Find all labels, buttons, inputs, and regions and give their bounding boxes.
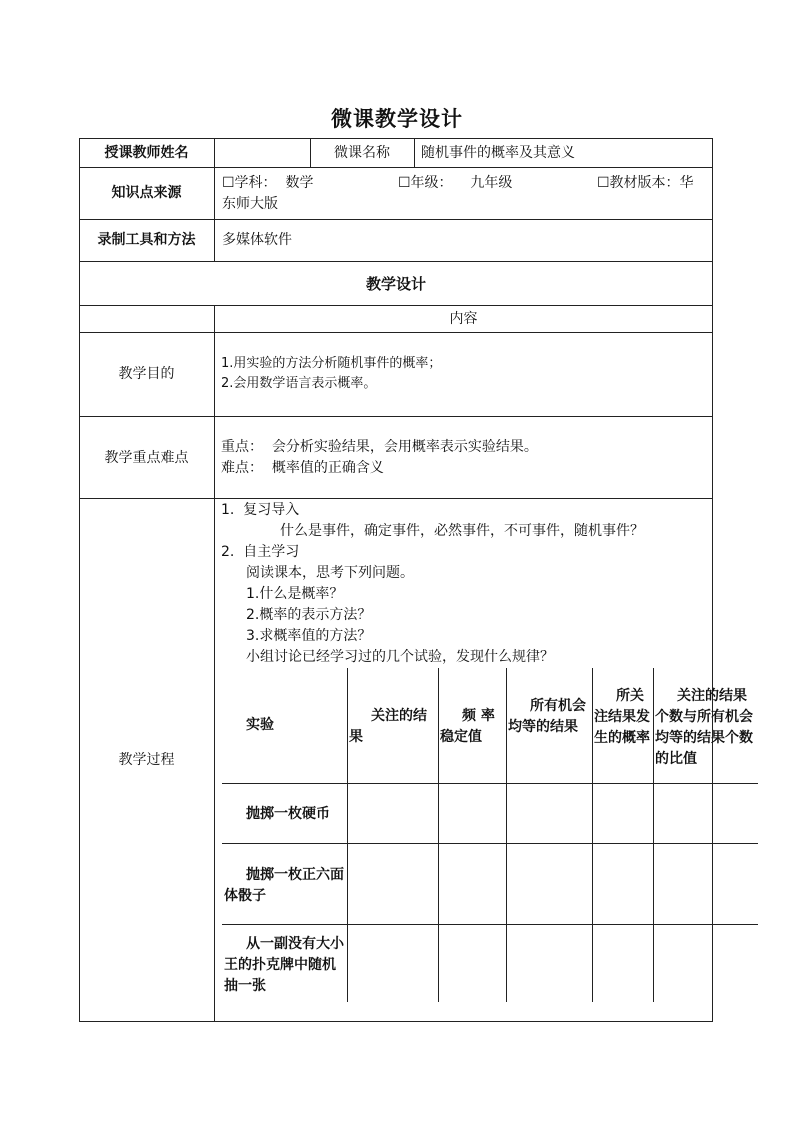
header-probability-of-result: 所关注结果发生的概率: [594, 688, 650, 746]
header-equally-likely-outcomes: 所有机会均等的结果: [508, 698, 586, 735]
experiment-row-label: 抛掷一枚正六面体骰子: [224, 867, 344, 904]
goal-line: 1.用实验的方法分析随机事件的概率；: [221, 356, 442, 371]
teacher-name-label: 授课教师姓名: [104, 145, 189, 161]
inner-column-divider: [347, 668, 348, 1002]
row-divider: [79, 261, 713, 262]
process-line: 阅读课本，思考下列问题。: [246, 565, 414, 581]
row-divider: [79, 167, 713, 168]
process-line: 小组讨论已经学习过的几个试验，发现什么规律？: [246, 649, 554, 665]
inner-row-divider: [222, 924, 758, 925]
column-divider: [214, 305, 215, 1022]
process-line: 1. 复习导入: [221, 502, 300, 518]
inner-row-divider: [222, 783, 758, 784]
textbook-edition-value: 东师大版: [222, 196, 278, 212]
inner-column-divider: [438, 668, 439, 1002]
header-result-of-interest: 关注的结果: [349, 708, 427, 745]
header-frequency-stable-value: 频 率稳定值: [440, 708, 495, 745]
grade-field: ☐年级： 九年级: [398, 175, 513, 191]
row-divider: [79, 498, 713, 499]
course-name-value: 随机事件的概率及其意义: [421, 145, 575, 161]
process-line: 什么是事件，确定事件，必然事件，不可事件，随机事件？: [280, 523, 644, 539]
recording-tools-label: 录制工具和方法: [97, 232, 196, 248]
process-line: 2.概率的表示方法？: [246, 607, 372, 623]
experiment-row-label: 抛掷一枚硬币: [246, 806, 330, 822]
process-line: 3.求概率值的方法？: [246, 628, 372, 644]
difficulty-line: 难点： 概率值的正确含义: [221, 460, 384, 476]
row-divider: [79, 219, 713, 220]
subject-field: ☐学科： 数学: [222, 175, 314, 191]
header-ratio-of-outcomes: 关注的结果个数与所有机会均等的结果个数的比值: [655, 688, 753, 767]
process-line: 1.什么是概率？: [246, 586, 344, 602]
teaching-process-label: 教学过程: [118, 752, 175, 768]
inner-column-divider: [653, 668, 654, 1002]
inner-row-divider: [222, 843, 758, 844]
key-points-label: 教学重点难点: [104, 450, 189, 466]
textbook-edition-field: ☐教材版本：华: [597, 175, 694, 191]
key-point-line: 重点： 会分析实验结果，会用概率表示实验结果。: [221, 439, 538, 455]
column-divider: [414, 138, 415, 168]
header-experiment: 实验: [246, 717, 274, 733]
goal-line: 2.会用数学语言表示概率。: [221, 376, 377, 391]
inner-column-divider: [506, 668, 507, 1002]
inner-column-divider: [592, 668, 593, 1002]
course-name-label: 微课名称: [334, 145, 390, 161]
recording-tools-value: 多媒体软件: [222, 232, 292, 248]
experiment-row-label: 从一副没有大小王的扑克牌中随机抽一张: [224, 936, 344, 994]
content-heading: 内容: [449, 311, 478, 327]
teaching-goals-label: 教学目的: [118, 366, 175, 382]
process-line: 2. 自主学习: [221, 544, 300, 560]
row-divider: [79, 305, 713, 306]
page-title: 微课教学设计: [331, 107, 463, 131]
design-heading: 教学设计: [365, 275, 426, 293]
column-divider: [214, 138, 215, 262]
row-divider: [79, 416, 713, 417]
row-divider: [79, 332, 713, 333]
knowledge-source-label: 知识点来源: [111, 185, 182, 201]
